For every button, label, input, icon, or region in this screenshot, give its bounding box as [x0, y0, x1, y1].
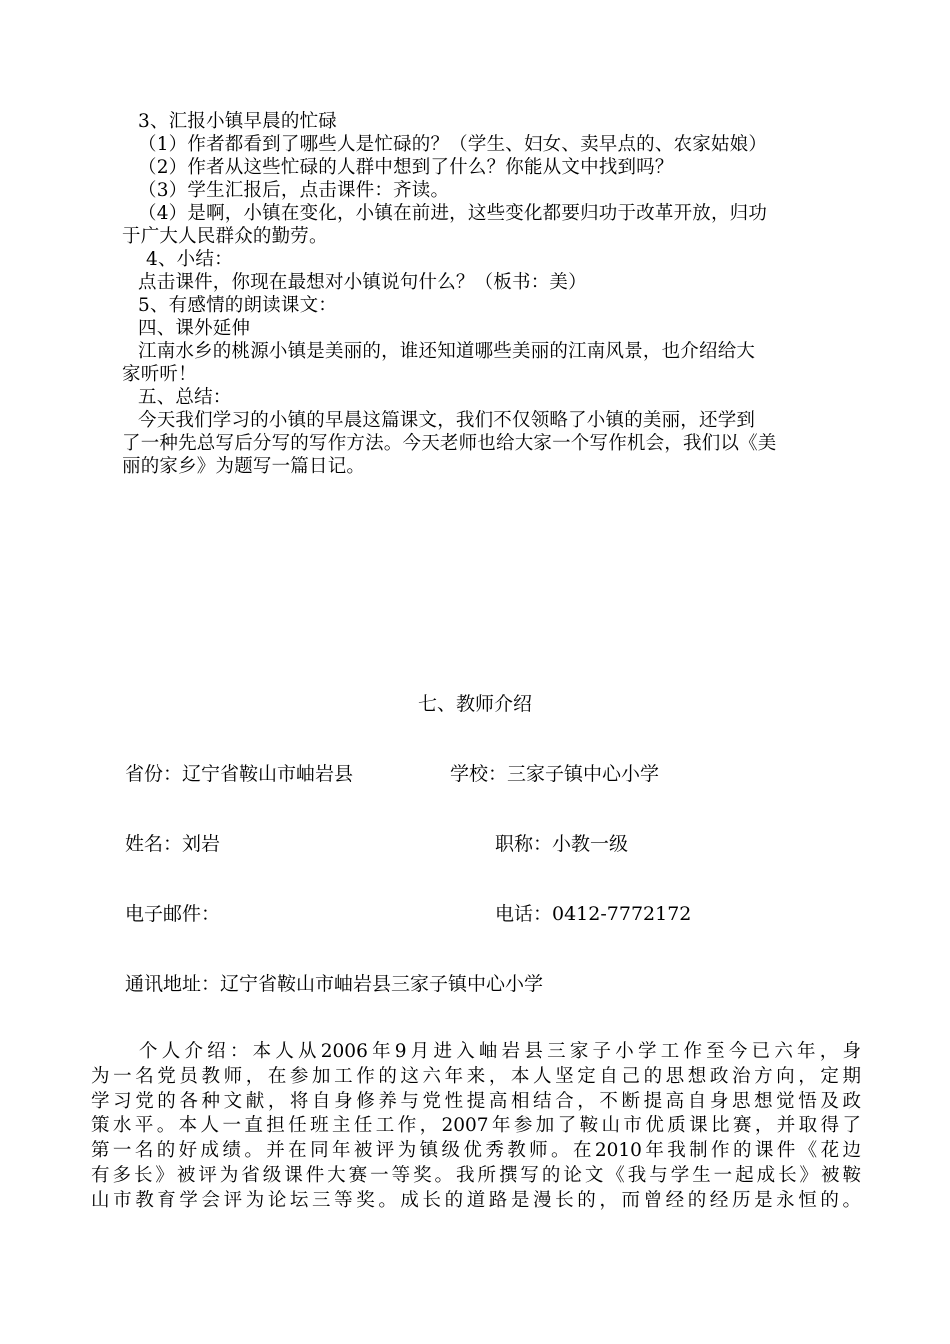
info-row-email-phone	[125, 902, 845, 926]
intro-line: 有多长》被评为省级课件大赛一等奖。我所撰写的论文《我与学生一起成长》被鞍	[91, 1164, 861, 1186]
lesson-steps	[122, 110, 867, 478]
section-4-heading: 四、课外延伸	[138, 318, 251, 339]
section-4-body-cont: 家听听！	[122, 364, 197, 385]
section-5-heading: 五、总结：	[138, 387, 232, 408]
school-field: 学校：三家子镇中心小学	[450, 763, 660, 785]
info-row-address	[125, 972, 845, 996]
address-field: 通讯地址：辽宁省鞍山市岫岩县三家子镇中心小学	[125, 973, 544, 995]
name-field: 姓名：刘岩	[125, 833, 221, 855]
section-4-body: 江南水乡的桃源小镇是美丽的，谁还知道哪些美丽的江南风景，也介绍给大	[138, 341, 756, 362]
info-row-name-title	[125, 832, 845, 856]
intro-line: 学习党的各种文献，将自身修养与党性提高相结合，不断提高自身思想觉悟及政	[91, 1090, 861, 1112]
personal-intro	[91, 1040, 861, 1214]
section-5-body-cont-2: 丽的家乡》为题写一篇日记。	[122, 456, 366, 477]
intro-line: 策水平。本人一直担任班主任工作，2007年参加了鞍山市优质课比赛，并取得了	[91, 1115, 861, 1137]
step-5-heading: 5、有感情的朗读课文：	[138, 295, 337, 316]
step-4-body: 点击课件，你现在最想对小镇说句什么？（板书：美）	[138, 272, 587, 293]
section-5-body: 今天我们学习的小镇的早晨这篇课文，我们不仅领略了小镇的美丽，还学到	[138, 410, 756, 431]
step-3-item-3: （3）学生汇报后，点击课件：齐读。	[138, 180, 450, 201]
section-5-body-cont-1: 了一种先总写后分写的写作方法。今天老师也给大家一个写作机会，我们以《美	[122, 433, 777, 454]
province-field: 省份：辽宁省鞍山市岫岩县	[125, 763, 354, 785]
email-field: 电子邮件：	[125, 903, 221, 925]
step-4-heading: 4、小结：	[146, 249, 233, 270]
step-3-heading: 3、汇报小镇早晨的忙碌	[138, 111, 337, 132]
step-3-item-2: （2）作者从这些忙碌的人群中想到了什么？你能从文中找到吗？	[138, 157, 674, 178]
step-3-item-4: （4）是啊，小镇在变化，小镇在前进，这些变化都要归功于改革开放，归功	[138, 203, 768, 224]
step-3-item-4-cont: 于广大人民群众的勤劳。	[122, 226, 328, 247]
info-row-province-school	[125, 762, 845, 786]
title-field: 职称：小教一级	[495, 833, 629, 855]
step-3-item-1: （1）作者都看到了哪些人是忙碌的？（学生、妇女、卖早点的、农家姑娘）	[138, 134, 768, 155]
intro-line: 为一名党员教师，在参加工作的这六年来，本人坚定自己的思想政治方向，定期	[91, 1065, 861, 1087]
teacher-section-title: 七、教师介绍	[417, 693, 532, 715]
phone-field: 电话：0412-7772172	[495, 903, 692, 925]
intro-line: 个人介绍：本人从2006年9月进入岫岩县三家子小学工作至今已六年，身	[139, 1041, 861, 1062]
intro-line: 山市教育学会评为论坛三等奖。成长的道路是漫长的，而曾经的经历是永恒的。	[91, 1189, 861, 1211]
intro-line: 第一名的好成绩。并在同年被评为镇级优秀教师。在2010年我制作的课件《花边	[91, 1140, 861, 1162]
